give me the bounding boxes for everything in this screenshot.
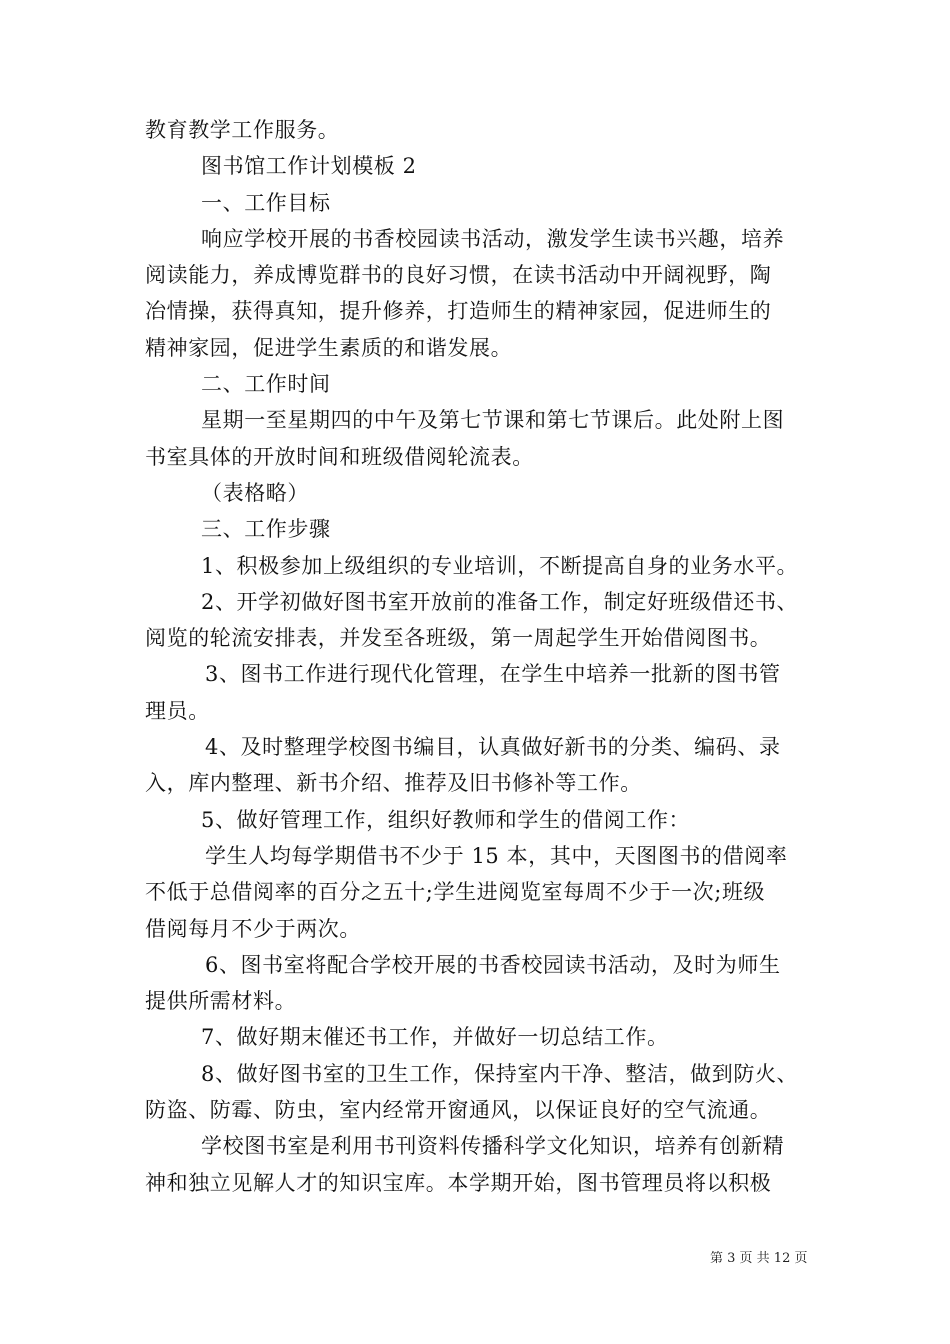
text-line: 学生人均每学期借书不少于 15 本，其中，天图图书的借阅率 bbox=[205, 843, 788, 868]
text-line: 精神家园，促进学生素质的和谐发展。 bbox=[145, 335, 513, 360]
text-line: 响应学校开展的书香校园读书活动，激发学生读书兴趣，培养 bbox=[201, 226, 785, 251]
text-line: 阅读能力，养成博览群书的良好习惯，在读书活动中开阔视野，陶 bbox=[145, 263, 772, 288]
text-line: 阅览的轮流安排表，并发至各班级，第一周起学生开始借阅图书。 bbox=[145, 626, 772, 651]
text-line: 三、工作步骤 bbox=[201, 517, 331, 542]
text-line: 理员。 bbox=[145, 698, 210, 723]
text-line: 教育教学工作服务。 bbox=[145, 118, 340, 142]
text-line: 学校图书室是利用书刊资料传播科学文化知识，培养有创新精 bbox=[201, 1134, 785, 1159]
page-number: 第 3 页 共 12 页 bbox=[710, 1251, 808, 1266]
text-line: 借阅每月不少于两次。 bbox=[145, 916, 361, 941]
text-line: 4、及时整理学校图书编目，认真做好新书的分类、编码、录 bbox=[205, 735, 781, 760]
text-line: 8、做好图书室的卫生工作，保持室内干净、整洁，做到防火、 bbox=[201, 1061, 799, 1086]
text-line: 3、图书工作进行现代化管理，在学生中培养一批新的图书管 bbox=[205, 662, 781, 687]
text-line: 6、图书室将配合学校开展的书香校园读书活动，及时为师生 bbox=[205, 952, 781, 977]
text-line: 神和独立见解人才的知识宝库。本学期开始，图书管理员将以积极 bbox=[145, 1170, 772, 1195]
text-line: 7、做好期末催还书工作，并做好一切总结工作。 bbox=[201, 1025, 669, 1050]
text-line: 不低于总借阅率的百分之五十;学生进阅览室每周不少于一次;班级 bbox=[145, 880, 766, 905]
text-line: 二、工作时间 bbox=[201, 372, 331, 397]
text-line: 2、开学初做好图书室开放前的准备工作，制定好班级借还书、 bbox=[201, 589, 799, 614]
text-line: 防盗、防霉、防虫，室内经常开窗通风，以保证良好的空气流通。 bbox=[145, 1098, 772, 1123]
text-line: 1、积极参加上级组织的专业培训，不断提高自身的业务水平。 bbox=[201, 553, 799, 578]
text-line: 星期一至星期四的中午及第七节课和第七节课后。此处附上图 bbox=[201, 408, 785, 433]
text-line: 5、做好管理工作，组织好教师和学生的借阅工作： bbox=[201, 807, 691, 832]
text-line: （表格略） bbox=[201, 480, 309, 505]
text-line: 书室具体的开放时间和班级借阅轮流表。 bbox=[145, 444, 534, 469]
text-line: 提供所需材料。 bbox=[145, 989, 297, 1014]
document-body bbox=[145, 112, 813, 1201]
text-line: 一、工作目标 bbox=[201, 190, 331, 215]
text-line: 图书馆工作计划模板 2 bbox=[201, 154, 417, 179]
text-line: 冶情操，获得真知，提升修养，打造师生的精神家园，促进师生的 bbox=[145, 299, 772, 324]
text-line: 入，库内整理、新书介绍、推荐及旧书修补等工作。 bbox=[145, 771, 642, 796]
